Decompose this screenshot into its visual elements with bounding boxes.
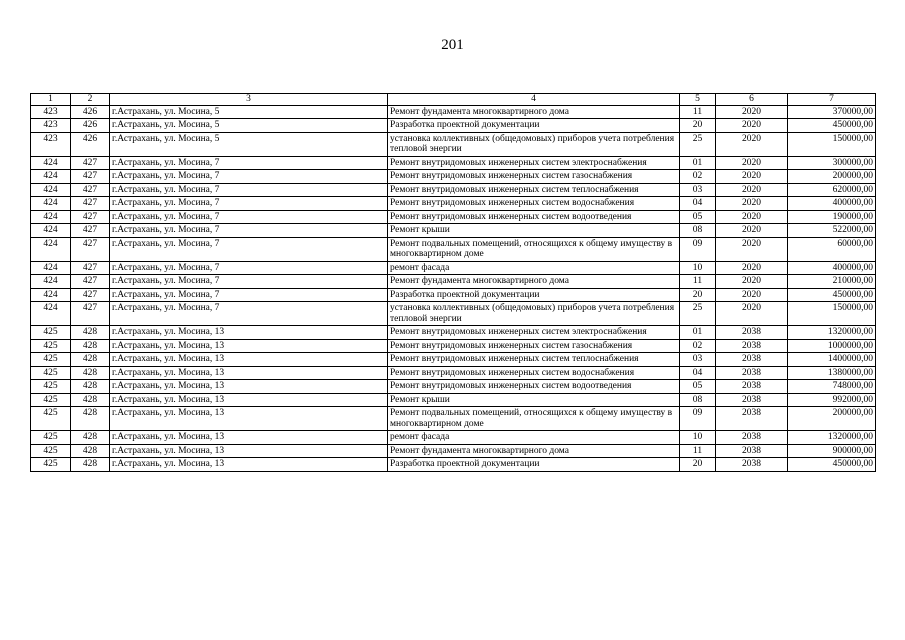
table-header-row — [31, 94, 876, 106]
table-row — [31, 353, 876, 367]
address-cell: г.Астрахань, ул. Мосина, 7 — [110, 275, 388, 289]
address-cell: г.Астрахань, ул. Мосина, 13 — [110, 353, 388, 367]
table-row — [31, 275, 876, 289]
address-cell: г.Астрахань, ул. Мосина, 13 — [110, 444, 388, 458]
header-cell: 3 — [110, 94, 388, 106]
cost-cell: 748000,00 — [788, 380, 876, 394]
row-number-cell: 423 — [31, 132, 71, 156]
work-code-cell: 04 — [680, 366, 716, 380]
work-type-cell: Разработка проектной документации — [388, 119, 680, 133]
address-cell: г.Астрахань, ул. Мосина, 7 — [110, 183, 388, 197]
address-cell: г.Астрахань, ул. Мосина, 5 — [110, 119, 388, 133]
address-cell: г.Астрахань, ул. Мосина, 7 — [110, 156, 388, 170]
work-code-cell: 09 — [680, 407, 716, 431]
work-code-cell: 02 — [680, 170, 716, 184]
cost-cell: 1380000,00 — [788, 366, 876, 380]
row-number-cell: 425 — [31, 353, 71, 367]
cost-cell: 450000,00 — [788, 119, 876, 133]
object-number-cell: 428 — [71, 380, 110, 394]
table-row — [31, 224, 876, 238]
object-number-cell: 426 — [71, 105, 110, 119]
address-cell: г.Астрахань, ул. Мосина, 7 — [110, 261, 388, 275]
object-number-cell: 428 — [71, 326, 110, 340]
row-number-cell: 425 — [31, 458, 71, 472]
object-number-cell: 428 — [71, 458, 110, 472]
work-type-cell: ремонт фасада — [388, 261, 680, 275]
work-code-cell: 05 — [680, 380, 716, 394]
work-type-cell: Разработка проектной документации — [388, 288, 680, 302]
row-number-cell: 424 — [31, 288, 71, 302]
address-cell: г.Астрахань, ул. Мосина, 7 — [110, 288, 388, 302]
work-code-cell: 01 — [680, 326, 716, 340]
object-number-cell: 427 — [71, 237, 110, 261]
cost-cell: 1320000,00 — [788, 431, 876, 445]
year-cell: 2020 — [716, 156, 788, 170]
work-type-cell: ремонт фасада — [388, 431, 680, 445]
address-cell: г.Астрахань, ул. Мосина, 7 — [110, 170, 388, 184]
row-number-cell: 425 — [31, 326, 71, 340]
work-type-cell: Ремонт фундамента многоквартирного дома — [388, 275, 680, 289]
work-code-cell: 02 — [680, 339, 716, 353]
object-number-cell: 428 — [71, 353, 110, 367]
work-type-cell: Ремонт внутридомовых инженерных систем водоотведения — [388, 210, 680, 224]
work-type-cell: Ремонт внутридомовых инженерных систем теплоснабжения — [388, 353, 680, 367]
year-cell: 2020 — [716, 119, 788, 133]
address-cell: г.Астрахань, ул. Мосина, 13 — [110, 431, 388, 445]
cost-cell: 190000,00 — [788, 210, 876, 224]
table-row — [31, 288, 876, 302]
work-code-cell: 20 — [680, 458, 716, 472]
row-number-cell: 424 — [31, 224, 71, 238]
address-cell: г.Астрахань, ул. Мосина, 5 — [110, 132, 388, 156]
table-row — [31, 105, 876, 119]
year-cell: 2020 — [716, 197, 788, 211]
year-cell: 2020 — [716, 261, 788, 275]
header-cell: 2 — [71, 94, 110, 106]
year-cell: 2038 — [716, 444, 788, 458]
address-cell: г.Астрахань, ул. Мосина, 5 — [110, 105, 388, 119]
address-cell: г.Астрахань, ул. Мосина, 7 — [110, 224, 388, 238]
row-number-cell: 423 — [31, 105, 71, 119]
object-number-cell: 428 — [71, 393, 110, 407]
object-number-cell: 427 — [71, 302, 110, 326]
row-number-cell: 425 — [31, 407, 71, 431]
address-cell: г.Астрахань, ул. Мосина, 13 — [110, 326, 388, 340]
table-row — [31, 444, 876, 458]
work-type-cell: Ремонт внутридомовых инженерных систем водоснабжения — [388, 197, 680, 211]
work-type-cell: Ремонт внутридомовых инженерных систем теплоснабжения — [388, 183, 680, 197]
work-code-cell: 11 — [680, 105, 716, 119]
work-type-cell: Ремонт внутридомовых инженерных систем газоснабжения — [388, 170, 680, 184]
works-table — [30, 93, 876, 472]
year-cell: 2038 — [716, 431, 788, 445]
work-code-cell: 11 — [680, 444, 716, 458]
table-row — [31, 326, 876, 340]
row-number-cell: 424 — [31, 302, 71, 326]
header-cell: 6 — [716, 94, 788, 106]
cost-cell: 200000,00 — [788, 170, 876, 184]
cost-cell: 522000,00 — [788, 224, 876, 238]
row-number-cell: 425 — [31, 339, 71, 353]
year-cell: 2038 — [716, 458, 788, 472]
table-row — [31, 407, 876, 431]
table-row — [31, 237, 876, 261]
object-number-cell: 427 — [71, 261, 110, 275]
row-number-cell: 424 — [31, 183, 71, 197]
table-row — [31, 366, 876, 380]
address-cell: г.Астрахань, ул. Мосина, 13 — [110, 380, 388, 394]
address-cell: г.Астрахань, ул. Мосина, 7 — [110, 237, 388, 261]
row-number-cell: 424 — [31, 237, 71, 261]
object-number-cell: 426 — [71, 132, 110, 156]
cost-cell: 400000,00 — [788, 261, 876, 275]
year-cell: 2038 — [716, 353, 788, 367]
row-number-cell: 424 — [31, 261, 71, 275]
cost-cell: 150000,00 — [788, 302, 876, 326]
cost-cell: 300000,00 — [788, 156, 876, 170]
work-code-cell: 20 — [680, 119, 716, 133]
object-number-cell: 427 — [71, 275, 110, 289]
address-cell: г.Астрахань, ул. Мосина, 13 — [110, 407, 388, 431]
address-cell: г.Астрахань, ул. Мосина, 13 — [110, 339, 388, 353]
work-code-cell: 03 — [680, 353, 716, 367]
work-code-cell: 01 — [680, 156, 716, 170]
object-number-cell: 427 — [71, 156, 110, 170]
header-cell: 4 — [388, 94, 680, 106]
table-row — [31, 210, 876, 224]
year-cell: 2020 — [716, 170, 788, 184]
address-cell: г.Астрахань, ул. Мосина, 13 — [110, 366, 388, 380]
cost-cell: 900000,00 — [788, 444, 876, 458]
table-row — [31, 458, 876, 472]
page-number: 201 — [441, 37, 464, 53]
address-cell: г.Астрахань, ул. Мосина, 7 — [110, 302, 388, 326]
table-row — [31, 132, 876, 156]
cost-cell: 1320000,00 — [788, 326, 876, 340]
cost-cell: 1000000,00 — [788, 339, 876, 353]
object-number-cell: 428 — [71, 366, 110, 380]
work-code-cell: 05 — [680, 210, 716, 224]
work-type-cell: Ремонт подвальных помещений, относящихся к общему имуществу в многоквартирном доме — [388, 237, 680, 261]
cost-cell: 620000,00 — [788, 183, 876, 197]
work-type-cell: Ремонт внутридомовых инженерных систем газоснабжения — [388, 339, 680, 353]
row-number-cell: 425 — [31, 380, 71, 394]
table-row — [31, 197, 876, 211]
row-number-cell: 423 — [31, 119, 71, 133]
cost-cell: 150000,00 — [788, 132, 876, 156]
table-row — [31, 170, 876, 184]
cost-cell: 450000,00 — [788, 288, 876, 302]
table-row — [31, 302, 876, 326]
work-type-cell: установка коллективных (общедомовых) приборов учета потребления тепловой энергии — [388, 302, 680, 326]
work-code-cell: 03 — [680, 183, 716, 197]
object-number-cell: 428 — [71, 444, 110, 458]
address-cell: г.Астрахань, ул. Мосина, 13 — [110, 458, 388, 472]
work-code-cell: 04 — [680, 197, 716, 211]
year-cell: 2020 — [716, 132, 788, 156]
work-code-cell: 08 — [680, 224, 716, 238]
object-number-cell: 427 — [71, 210, 110, 224]
cost-cell: 1400000,00 — [788, 353, 876, 367]
header-cell: 5 — [680, 94, 716, 106]
cost-cell: 400000,00 — [788, 197, 876, 211]
work-type-cell: Ремонт крыши — [388, 224, 680, 238]
object-number-cell: 426 — [71, 119, 110, 133]
work-code-cell: 20 — [680, 288, 716, 302]
year-cell: 2038 — [716, 380, 788, 394]
work-type-cell: Ремонт внутридомовых инженерных систем электроснабжения — [388, 156, 680, 170]
cost-cell: 370000,00 — [788, 105, 876, 119]
work-type-cell: Ремонт внутридомовых инженерных систем водоотведения — [388, 380, 680, 394]
work-code-cell: 09 — [680, 237, 716, 261]
work-type-cell: Ремонт фундамента многоквартирного дома — [388, 105, 680, 119]
object-number-cell: 428 — [71, 339, 110, 353]
address-cell: г.Астрахань, ул. Мосина, 13 — [110, 393, 388, 407]
row-number-cell: 424 — [31, 197, 71, 211]
object-number-cell: 427 — [71, 183, 110, 197]
object-number-cell: 428 — [71, 407, 110, 431]
work-code-cell: 08 — [680, 393, 716, 407]
row-number-cell: 424 — [31, 275, 71, 289]
work-type-cell: Ремонт внутридомовых инженерных систем электроснабжения — [388, 326, 680, 340]
object-number-cell: 427 — [71, 170, 110, 184]
year-cell: 2020 — [716, 275, 788, 289]
cost-cell: 450000,00 — [788, 458, 876, 472]
table-row — [31, 431, 876, 445]
row-number-cell: 425 — [31, 393, 71, 407]
object-number-cell: 427 — [71, 288, 110, 302]
work-type-cell: Разработка проектной документации — [388, 458, 680, 472]
year-cell: 2020 — [716, 302, 788, 326]
table-row — [31, 183, 876, 197]
cost-cell: 992000,00 — [788, 393, 876, 407]
work-type-cell: Ремонт фундамента многоквартирного дома — [388, 444, 680, 458]
work-code-cell: 10 — [680, 261, 716, 275]
header-cell: 7 — [788, 94, 876, 106]
work-code-cell: 25 — [680, 302, 716, 326]
work-code-cell: 10 — [680, 431, 716, 445]
year-cell: 2038 — [716, 339, 788, 353]
year-cell: 2038 — [716, 326, 788, 340]
year-cell: 2020 — [716, 210, 788, 224]
table-row — [31, 380, 876, 394]
row-number-cell: 425 — [31, 444, 71, 458]
row-number-cell: 425 — [31, 431, 71, 445]
year-cell: 2020 — [716, 237, 788, 261]
address-cell: г.Астрахань, ул. Мосина, 7 — [110, 210, 388, 224]
row-number-cell: 424 — [31, 170, 71, 184]
year-cell: 2020 — [716, 183, 788, 197]
work-type-cell: Ремонт подвальных помещений, относящихся к общему имуществу в многоквартирном доме — [388, 407, 680, 431]
cost-cell: 210000,00 — [788, 275, 876, 289]
work-type-cell: Ремонт внутридомовых инженерных систем водоснабжения — [388, 366, 680, 380]
object-number-cell: 428 — [71, 431, 110, 445]
year-cell: 2038 — [716, 393, 788, 407]
cost-cell: 200000,00 — [788, 407, 876, 431]
header-cell: 1 — [31, 94, 71, 106]
table-row — [31, 393, 876, 407]
work-code-cell: 25 — [680, 132, 716, 156]
address-cell: г.Астрахань, ул. Мосина, 7 — [110, 197, 388, 211]
table-row — [31, 339, 876, 353]
work-code-cell: 11 — [680, 275, 716, 289]
row-number-cell: 424 — [31, 210, 71, 224]
work-type-cell: установка коллективных (общедомовых) приборов учета потребления тепловой энергии — [388, 132, 680, 156]
year-cell: 2038 — [716, 366, 788, 380]
table-row — [31, 261, 876, 275]
row-number-cell: 424 — [31, 156, 71, 170]
work-type-cell: Ремонт крыши — [388, 393, 680, 407]
row-number-cell: 425 — [31, 366, 71, 380]
table-row — [31, 156, 876, 170]
object-number-cell: 427 — [71, 224, 110, 238]
table-row — [31, 119, 876, 133]
year-cell: 2038 — [716, 407, 788, 431]
year-cell: 2020 — [716, 288, 788, 302]
year-cell: 2020 — [716, 224, 788, 238]
object-number-cell: 427 — [71, 197, 110, 211]
year-cell: 2020 — [716, 105, 788, 119]
cost-cell: 60000,00 — [788, 237, 876, 261]
